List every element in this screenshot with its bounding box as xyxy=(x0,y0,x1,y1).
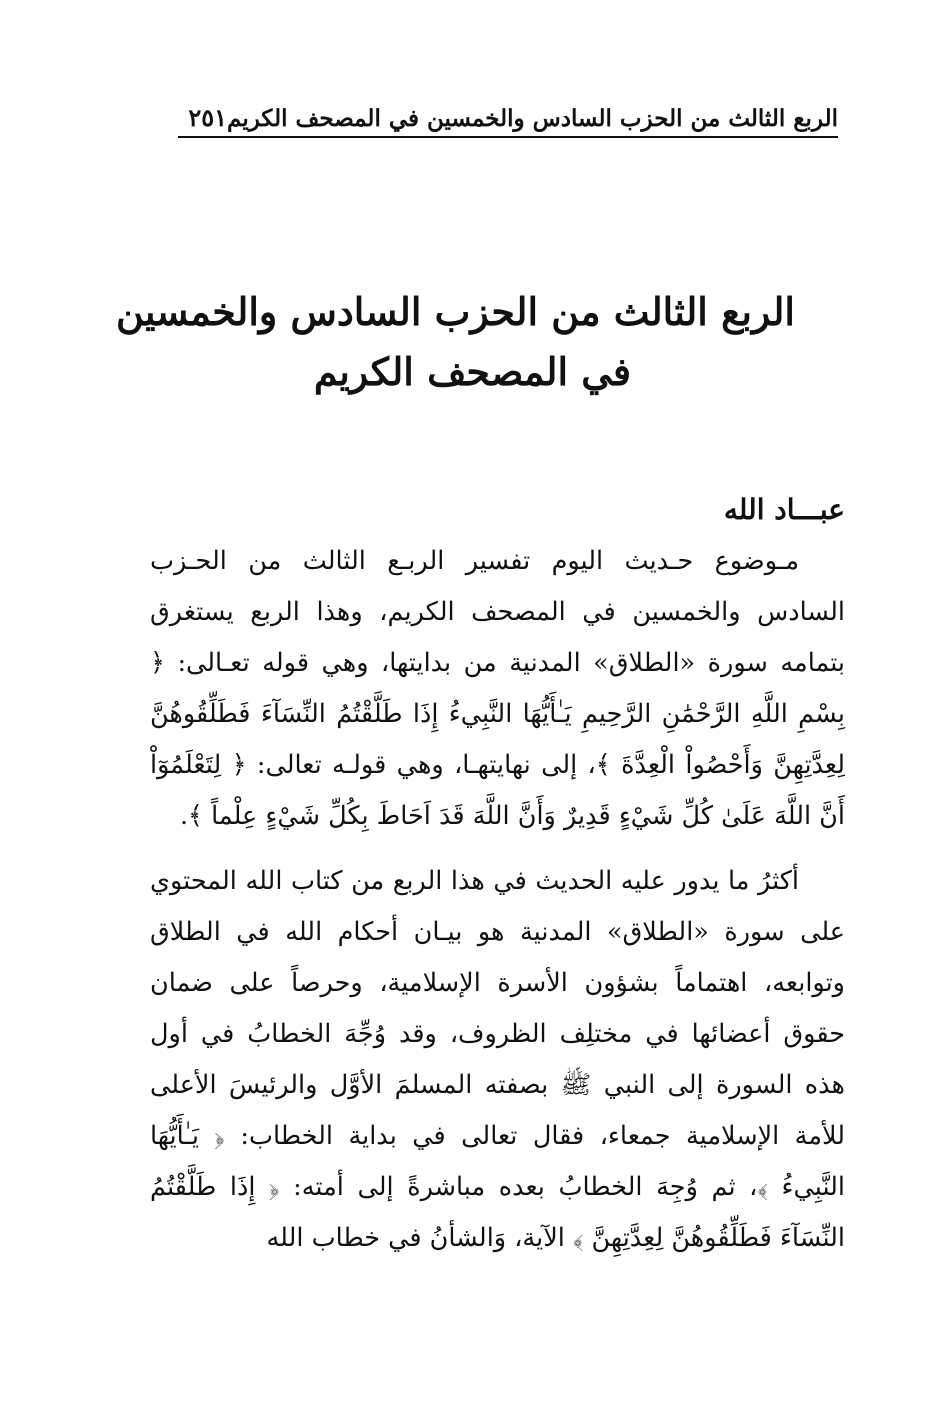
salutation: عبـــاد الله xyxy=(723,493,845,526)
paragraph-2: أكثرُ ما يدور عليه الحديث في هذا الربع من كتاب الله المحتوي على سورة «الطلاق» المدنية هو بيـان أحكام الله في الطلاق وتوابعه، اهتماماً بشؤون الأسرة الإسلامية، وحرصاً على ضمان حقوق أعضائها في مختلِف الظروف، وقد وُجِّهَ الخطابُ في أول هذه السورة إلى النبي ﷺ بصفته المسلمَ الأوَّل والرئيسَ الأعلى للأمة الإسلامية جمعاء، فقال تعالى في بداية الخطاب: ﴿ يَـٰأَيُّهَا النَّبِيءُ ﴾، ثم وُجِهَ الخطابُ بعده مباشرةً إلى أمته: ﴿ إِذَا طَلَّقْتُمُ النِّسَآءَ فَطَلِّقُوهُنَّ لِعِدَّتِهِنَّ ﴾ الآية، وَالشأنُ في خطاب الله xyxy=(150,866,845,1253)
running-title: الربع الثالث من الحزب السادس والخمسين في المصحف الكريم xyxy=(227,105,838,132)
body-text xyxy=(150,484,845,1264)
paragraph-1: مـوضوع حـديث اليوم تفسير الربـع الثالث من الحـزب السادس والخمسين في المصحف الكريم، وهذا الربع يستغرق بتمامه سورة «الطلاق» المدنية من بدايتها، وهي قوله تعـالى: ﴿ بِسْمِ اللَّهِ الرَّحْمَٰنِ الرَّحِيمِ يَـٰأَيُّهَا النَّبِيءُ إِذَا طَلَّقْتُمُ النِّسَآءَ فَطَلِّقُوهُنَّ لِعِدَّتِهِنَّ وَأَحْصُواْ الْعِدَّةَ ﴾، إلى نهايتهـا، وهي قولـه تعالى: ﴿ لِتَعْلَمُوٓاْ أَنَّ اللَّهَ عَلَىٰ كُلِّ شَيْءٍ قَدِيرٌ وَأَنَّ اللَّهَ قَدَ اَحَاطَ بِكُلِّ شَيْءٍ عِلْماً ﴾. xyxy=(150,546,845,831)
running-header xyxy=(178,98,838,138)
chapter-title-line-1: الربع الثالث من الحزب السادس والخمسين xyxy=(115,289,795,334)
page-number: ٢٥١ xyxy=(188,103,228,132)
chapter-title xyxy=(115,282,795,402)
chapter-title-line-2: في المصحف الكريم xyxy=(313,349,632,394)
